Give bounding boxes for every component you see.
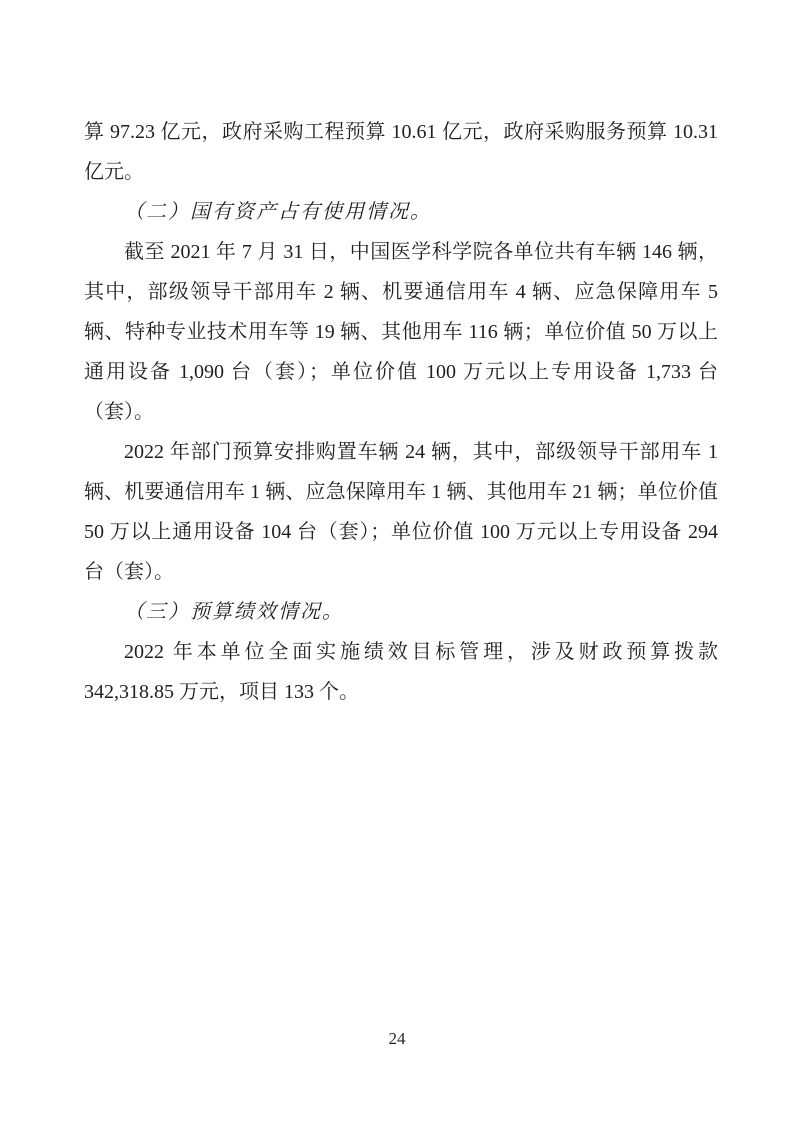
paragraph-vehicle-purchases-2022: 2022 年部门预算安排购置车辆 24 辆，其中，部级领导干部用车 1 辆、机要通信用车 1 辆、应急保障用车 1 辆、其他用车 21 辆；单位价值 50 万以上通用设备 104 台（套）；单位价值 100 万元以上专用设备 294 台（套）。 [84, 441, 718, 583]
document-body [84, 112, 718, 712]
heading-budget-performance: （三）预算绩效情况。 [124, 601, 344, 623]
paragraph-performance-targets-2022: 2022 年本单位全面实施绩效目标管理，涉及财政预算拨款 342,318.85 万元，项目 133 个。 [84, 641, 718, 703]
heading-state-owned-assets: （二）国有资产占有使用情况。 [124, 201, 432, 223]
page-number: 24 [388, 1029, 406, 1048]
paragraph-procurement-budget-continued: 算 97.23 亿元，政府采购工程预算 10.61 亿元，政府采购服务预算 10.31 亿元。 [84, 121, 718, 183]
paragraph-vehicles-equipment-2021: 截至 2021 年 7 月 31 日，中国医学科学院各单位共有车辆 146 辆，其中，部级领导干部用车 2 辆、机要通信用车 4 辆、应急保障用车 5 辆、特种专业技术用车等 19 辆、其他用车 116 辆；单位价值 50 万以上通用设备 1,090 台（套）；单位价值 100 万元以上专用设备 1,733 台（套）。 [84, 241, 718, 423]
